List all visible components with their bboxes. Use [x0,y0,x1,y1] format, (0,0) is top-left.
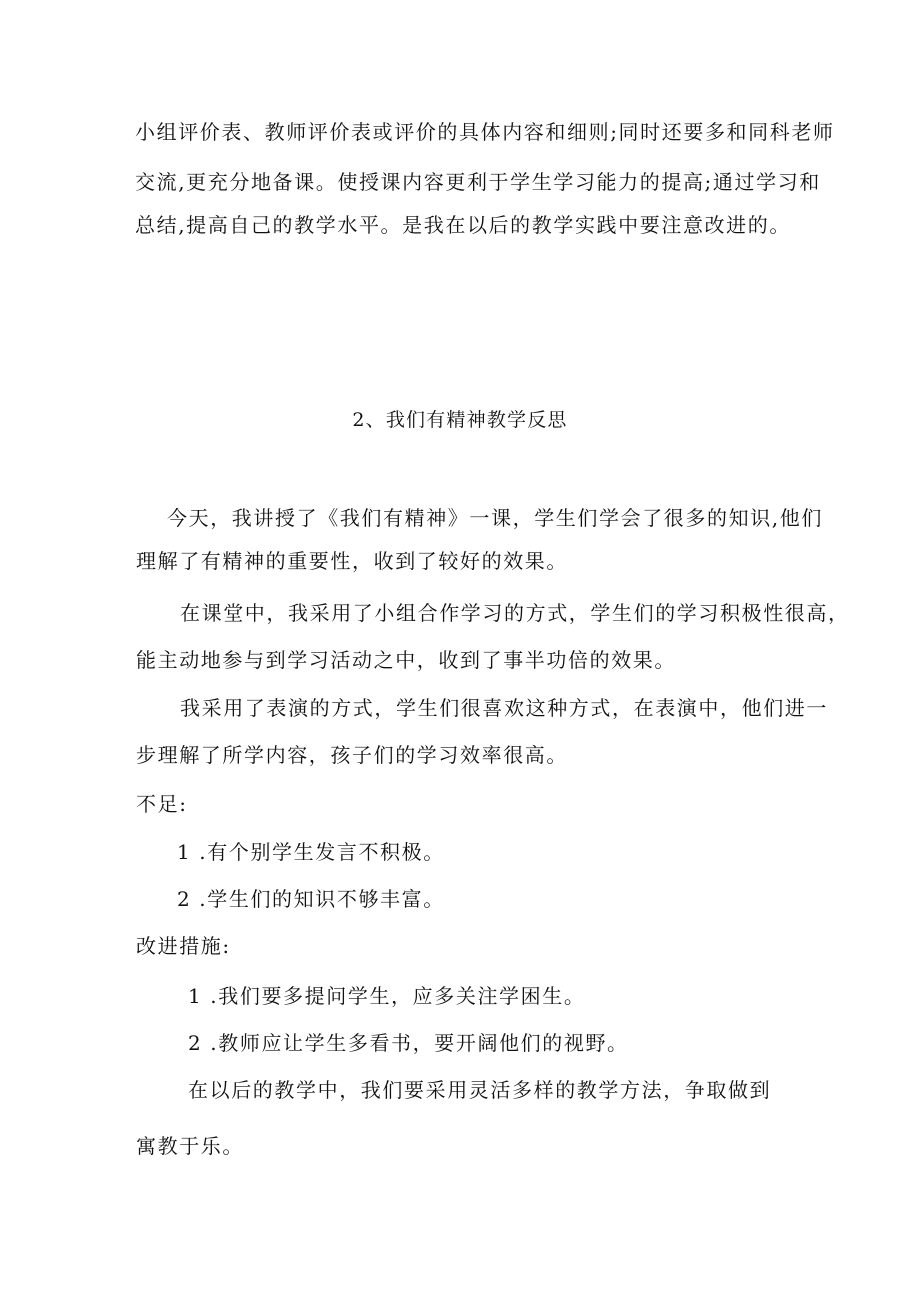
intro-line-1: 今天，我讲授了《我们有精神》一课，学生们学会了很多的知识,他们 [167,506,823,530]
improvement-item-1: 1 .我们要多提问学生，应多关注学困生。 [188,984,586,1008]
shortcoming-item-1: 1 .有个别学生发言不积极。 [177,840,445,864]
section-title: 2、我们有精神教学反思 [352,409,568,431]
continuation-line-1: 小组评价表、教师评价表或评价的具体内容和细则;同时还要多和同科老师 [135,120,835,144]
improvement-item-2: 2 .教师应让学生多看书，要开阔他们的视野。 [188,1031,629,1055]
continuation-line-2: 交流,更充分地备课。使授课内容更利于学生学习能力的提高;通过学习和 [135,170,821,194]
para3-line-2: 步理解了所学内容，孩子们的学习效率很高。 [136,743,568,767]
intro-line-2: 理解了有精神的重要性，收到了较好的效果。 [136,549,568,573]
para2-line-1: 在课堂中，我采用了小组合作学习的方式，学生们的学习积极性很高， [180,601,850,625]
para2-line-2: 能主动地参与到学习活动之中，收到了事半功倍的效果。 [136,648,676,672]
closing-line-1: 在以后的教学中，我们要采用灵活多样的教学方法，争取做到 [188,1078,772,1102]
continuation-line-3: 总结,提高自己的教学水平。是我在以后的教学实践中要注意改进的。 [135,213,791,237]
closing-line-2: 寓教于乐。 [136,1134,244,1158]
improvements-label: 改进措施: [136,934,231,958]
shortcoming-item-2: 2 .学生们的知识不够丰富。 [177,887,445,911]
shortcomings-label: 不足: [136,792,188,816]
para3-line-1: 我采用了表演的方式，学生们很喜欢这种方式，在表演中，他们进一 [180,696,828,720]
